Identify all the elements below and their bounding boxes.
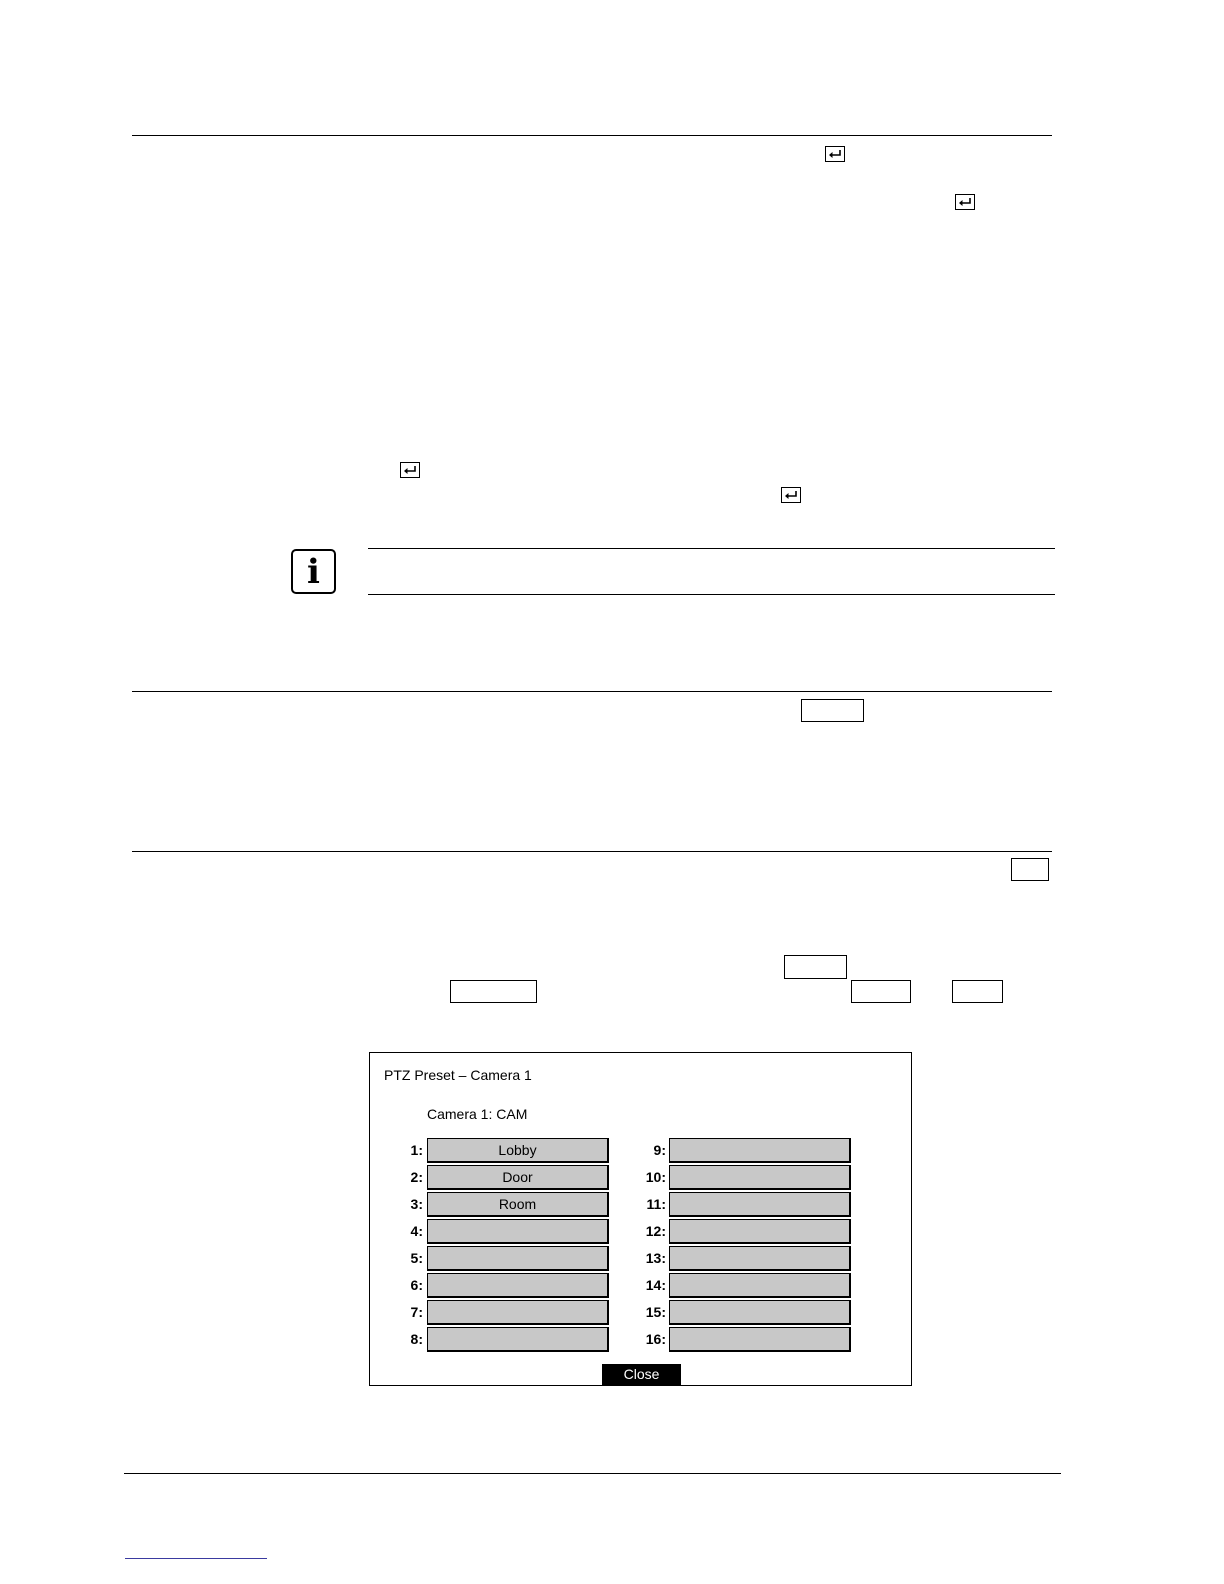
preset-number: 2: <box>410 1169 423 1185</box>
preset-number: 1: <box>410 1142 423 1158</box>
preset-name-field[interactable] <box>669 1273 851 1298</box>
preset-number: 11: <box>646 1196 666 1212</box>
preset-number: 13: <box>645 1250 666 1266</box>
footer-link-underline <box>125 1558 267 1559</box>
preset-name-field[interactable] <box>669 1300 851 1325</box>
camera-label: Camera 1: CAM <box>427 1106 528 1122</box>
preset-name-field[interactable]: Lobby <box>427 1138 609 1163</box>
preset-number: 14: <box>645 1277 666 1293</box>
preset-number: 6: <box>410 1277 423 1293</box>
inline-button-outline <box>952 980 1003 1003</box>
preset-row <box>370 1219 911 1244</box>
enter-key-icon <box>955 194 975 210</box>
section-divider <box>132 691 1052 692</box>
preset-name-field[interactable]: Door <box>427 1165 609 1190</box>
preset-number: 9: <box>653 1142 666 1158</box>
info-icon: i <box>291 549 336 594</box>
ptz-preset-dialog <box>369 1052 912 1386</box>
inline-button-outline <box>450 980 537 1003</box>
enter-key-icon <box>400 462 420 478</box>
preset-number: 7: <box>410 1304 423 1320</box>
inline-button-outline <box>801 699 864 722</box>
preset-row <box>370 1192 911 1217</box>
preset-row <box>370 1300 911 1325</box>
preset-number: 8: <box>410 1331 423 1347</box>
preset-name-field[interactable] <box>669 1165 851 1190</box>
inline-button-outline <box>1011 858 1049 881</box>
preset-number: 12: <box>645 1223 666 1239</box>
preset-number: 3: <box>410 1196 423 1212</box>
preset-row <box>370 1246 911 1271</box>
preset-name-field[interactable]: Room <box>427 1192 609 1217</box>
close-button[interactable]: Close <box>602 1364 681 1385</box>
preset-row <box>370 1138 911 1163</box>
preset-number: 15: <box>645 1304 666 1320</box>
note-top-rule <box>368 548 1055 549</box>
inline-button-outline <box>784 955 847 979</box>
preset-name-field[interactable] <box>669 1138 851 1163</box>
section-divider <box>132 135 1052 136</box>
enter-key-icon <box>825 146 845 162</box>
preset-number: 5: <box>410 1250 423 1266</box>
preset-name-field[interactable] <box>669 1192 851 1217</box>
preset-number: 4: <box>410 1223 423 1239</box>
preset-number: 16: <box>645 1331 666 1347</box>
preset-name-field[interactable] <box>669 1246 851 1271</box>
inline-button-outline <box>851 980 911 1003</box>
section-divider <box>132 851 1052 852</box>
preset-number: 10: <box>645 1169 666 1185</box>
preset-row <box>370 1273 911 1298</box>
preset-row <box>370 1327 911 1352</box>
preset-name-field[interactable] <box>669 1219 851 1244</box>
enter-key-icon <box>781 487 801 503</box>
preset-row <box>370 1165 911 1190</box>
note-bottom-rule <box>368 594 1055 595</box>
footer-divider <box>124 1473 1061 1474</box>
dialog-title: PTZ Preset – Camera 1 <box>384 1067 532 1083</box>
preset-name-field[interactable] <box>669 1327 851 1352</box>
